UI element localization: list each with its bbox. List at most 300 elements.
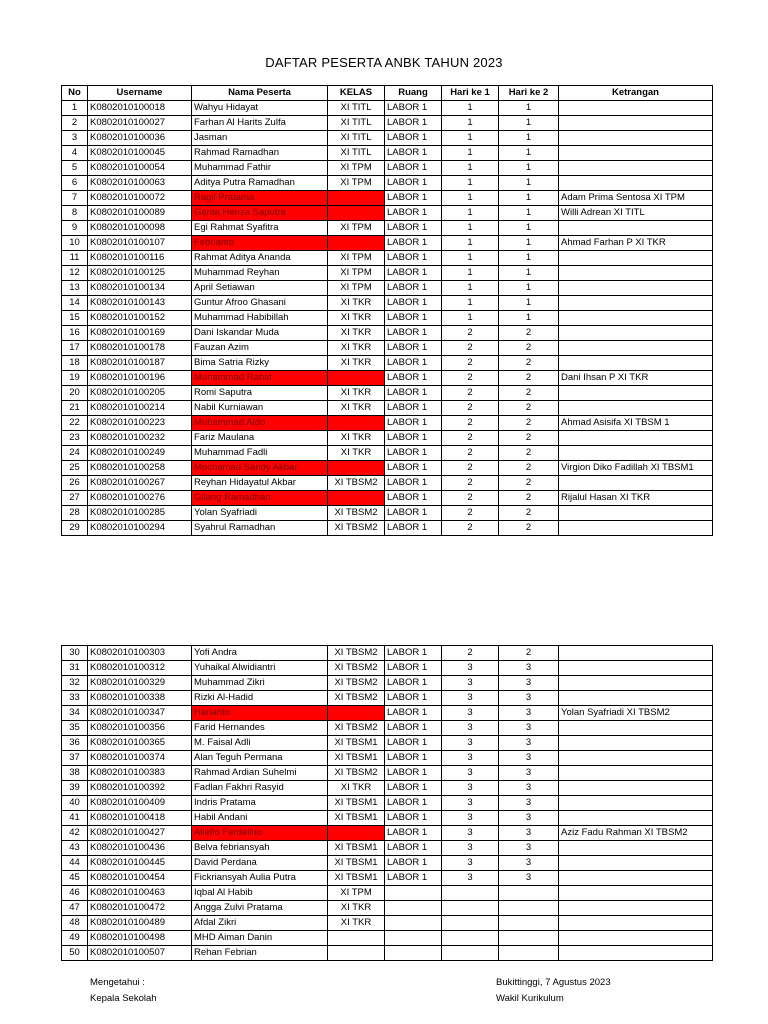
cell-hari1: 2 — [442, 371, 499, 386]
cell-nama: Angga Zulvi Pratama — [192, 901, 328, 916]
cell-hari2: 1 — [499, 236, 559, 251]
cell-ketrangan — [559, 841, 713, 856]
cell-username: K0802010100178 — [88, 341, 192, 356]
cell-kelas: XI TPM — [328, 266, 385, 281]
cell-kelas: XI TKR — [328, 356, 385, 371]
cell-hari2: 3 — [499, 781, 559, 796]
cell-ruang: LABOR 1 — [385, 721, 442, 736]
cell-hari1: 3 — [442, 751, 499, 766]
cell-hari1: 2 — [442, 461, 499, 476]
cell-username: K0802010100089 — [88, 206, 192, 221]
table-row — [62, 281, 713, 296]
cell-username: K0802010100489 — [88, 916, 192, 931]
cell-hari1: 3 — [442, 766, 499, 781]
table-row — [62, 251, 713, 266]
table-row — [62, 751, 713, 766]
cell-kelas: XI TBSM2 — [328, 506, 385, 521]
table-row — [62, 796, 713, 811]
cell-ruang: LABOR 1 — [385, 416, 442, 431]
cell-hari2: 1 — [499, 191, 559, 206]
cell-nama: Romi Saputra — [192, 386, 328, 401]
cell-username: K0802010100169 — [88, 326, 192, 341]
cell-hari2: 3 — [499, 826, 559, 841]
cell-kelas — [328, 931, 385, 946]
cell-ruang: LABOR 1 — [385, 371, 442, 386]
cell-username: K0802010100392 — [88, 781, 192, 796]
footer-right — [496, 975, 611, 1007]
cell-nama: Yuhaikal Alwidiantri — [192, 661, 328, 676]
col-header-nama: Nama Peserta — [192, 86, 328, 101]
cell-ruang: LABOR 1 — [385, 476, 442, 491]
cell-hari2: 3 — [499, 721, 559, 736]
cell-hari1: 1 — [442, 266, 499, 281]
cell-no: 33 — [62, 691, 88, 706]
cell-ketrangan — [559, 661, 713, 676]
cell-username: K0802010100285 — [88, 506, 192, 521]
cell-hari1: 1 — [442, 161, 499, 176]
table-row — [62, 191, 713, 206]
table-row — [62, 461, 713, 476]
cell-ketrangan — [559, 811, 713, 826]
table-row — [62, 901, 713, 916]
cell-ketrangan — [559, 476, 713, 491]
cell-nama: Rahmat Aditya Ananda — [192, 251, 328, 266]
cell-nama: Harianto — [192, 706, 328, 721]
cell-username: K0802010100338 — [88, 691, 192, 706]
cell-hari1: 3 — [442, 796, 499, 811]
cell-no: 29 — [62, 521, 88, 536]
cell-hari2: 2 — [499, 401, 559, 416]
cell-hari1: 1 — [442, 131, 499, 146]
cell-username: K0802010100498 — [88, 931, 192, 946]
cell-hari1: 3 — [442, 841, 499, 856]
cell-username: K0802010100249 — [88, 446, 192, 461]
cell-ruang: LABOR 1 — [385, 736, 442, 751]
table-row — [62, 781, 713, 796]
cell-nama: April Setiawan — [192, 281, 328, 296]
cell-nama: Muhammad Aldo — [192, 416, 328, 431]
cell-ruang: LABOR 1 — [385, 341, 442, 356]
table-row — [62, 161, 713, 176]
table-row — [62, 236, 713, 251]
cell-nama: Rahmad Ardian Suhelmi — [192, 766, 328, 781]
cell-ruang: LABOR 1 — [385, 281, 442, 296]
cell-ketrangan — [559, 326, 713, 341]
cell-hari2: 3 — [499, 856, 559, 871]
cell-hari1: 1 — [442, 206, 499, 221]
cell-ketrangan: Aziz Fadu Rahman XI TBSM2 — [559, 826, 713, 841]
cell-hari2: 2 — [499, 431, 559, 446]
cell-no: 34 — [62, 706, 88, 721]
cell-username: K0802010100312 — [88, 661, 192, 676]
cell-kelas: XI TITL — [328, 101, 385, 116]
cell-kelas — [328, 371, 385, 386]
cell-no: 13 — [62, 281, 88, 296]
table-row — [62, 506, 713, 521]
cell-ketrangan — [559, 146, 713, 161]
cell-ketrangan — [559, 296, 713, 311]
cell-ketrangan: Adam Prima Sentosa XI TPM — [559, 191, 713, 206]
cell-ketrangan — [559, 221, 713, 236]
cell-hari2: 2 — [499, 386, 559, 401]
cell-ketrangan: Rijalul Hasan XI TKR — [559, 491, 713, 506]
cell-hari2: 3 — [499, 796, 559, 811]
cell-username: K0802010100409 — [88, 796, 192, 811]
cell-ketrangan — [559, 901, 713, 916]
cell-nama: Indris Pratama — [192, 796, 328, 811]
cell-ruang: LABOR 1 — [385, 706, 442, 721]
cell-kelas — [328, 826, 385, 841]
cell-nama: Rizki Al-Hadid — [192, 691, 328, 706]
cell-ketrangan — [559, 506, 713, 521]
cell-ruang: LABOR 1 — [385, 811, 442, 826]
cell-no: 20 — [62, 386, 88, 401]
cell-ketrangan — [559, 176, 713, 191]
cell-ruang: LABOR 1 — [385, 676, 442, 691]
cell-ruang — [385, 916, 442, 931]
col-header-kelas: KELAS — [328, 86, 385, 101]
cell-hari2: 1 — [499, 116, 559, 131]
cell-hari1 — [442, 916, 499, 931]
table-row — [62, 661, 713, 676]
cell-ruang: LABOR 1 — [385, 506, 442, 521]
cell-username: K0802010100045 — [88, 146, 192, 161]
cell-nama: MHD Aiman Danin — [192, 931, 328, 946]
cell-nama: Alan Teguh Permana — [192, 751, 328, 766]
cell-username: K0802010100054 — [88, 161, 192, 176]
cell-ruang: LABOR 1 — [385, 146, 442, 161]
cell-hari1: 1 — [442, 296, 499, 311]
cell-hari2 — [499, 931, 559, 946]
table-row — [62, 131, 713, 146]
cell-ruang: LABOR 1 — [385, 176, 442, 191]
cell-kelas: XI TKR — [328, 446, 385, 461]
cell-ketrangan: Ahmad Asisifa XI TBSM 1 — [559, 416, 713, 431]
table-row — [62, 386, 713, 401]
cell-nama: Fariz Maulana — [192, 431, 328, 446]
cell-ketrangan — [559, 751, 713, 766]
cell-no: 50 — [62, 946, 88, 961]
cell-kelas: XI TBSM2 — [328, 766, 385, 781]
cell-ruang — [385, 886, 442, 901]
cell-no: 14 — [62, 296, 88, 311]
cell-nama: Bima Satria Rizky — [192, 356, 328, 371]
cell-no: 32 — [62, 676, 88, 691]
cell-username: K0802010100196 — [88, 371, 192, 386]
cell-hari1: 1 — [442, 221, 499, 236]
cell-no: 18 — [62, 356, 88, 371]
cell-username: K0802010100276 — [88, 491, 192, 506]
cell-nama: Fickriansyah Aulia Putra — [192, 871, 328, 886]
cell-ruang — [385, 946, 442, 961]
cell-hari2: 1 — [499, 176, 559, 191]
cell-no: 26 — [62, 476, 88, 491]
cell-no: 45 — [62, 871, 88, 886]
cell-hari2: 3 — [499, 691, 559, 706]
cell-ruang: LABOR 1 — [385, 826, 442, 841]
cell-username: K0802010100125 — [88, 266, 192, 281]
table-row — [62, 491, 713, 506]
cell-nama: Farhan Al Harits Zulfa — [192, 116, 328, 131]
cell-nama: Nabil Kurniawan — [192, 401, 328, 416]
table-row — [62, 266, 713, 281]
cell-ruang: LABOR 1 — [385, 236, 442, 251]
table-row — [62, 221, 713, 236]
cell-hari1: 1 — [442, 176, 499, 191]
table-row — [62, 146, 713, 161]
cell-username: K0802010100116 — [88, 251, 192, 266]
cell-no: 7 — [62, 191, 88, 206]
cell-kelas: XI TBSM1 — [328, 736, 385, 751]
cell-username: K0802010100329 — [88, 676, 192, 691]
table-row — [62, 886, 713, 901]
col-header-hari1: Hari ke 1 — [442, 86, 499, 101]
cell-no: 37 — [62, 751, 88, 766]
cell-nama: Mochamad Sandy Akbar — [192, 461, 328, 476]
cell-nama: Muhammad Reyhan — [192, 266, 328, 281]
cell-hari1: 3 — [442, 676, 499, 691]
table-row — [62, 176, 713, 191]
cell-hari2: 3 — [499, 676, 559, 691]
table-row — [62, 311, 713, 326]
cell-ketrangan — [559, 676, 713, 691]
cell-hari1: 1 — [442, 251, 499, 266]
cell-ketrangan — [559, 341, 713, 356]
cell-no: 24 — [62, 446, 88, 461]
cell-no: 19 — [62, 371, 88, 386]
cell-ruang: LABOR 1 — [385, 781, 442, 796]
cell-kelas — [328, 191, 385, 206]
cell-hari2: 1 — [499, 161, 559, 176]
cell-username: K0802010100356 — [88, 721, 192, 736]
cell-ruang: LABOR 1 — [385, 871, 442, 886]
cell-username: K0802010100463 — [88, 886, 192, 901]
cell-hari1: 1 — [442, 311, 499, 326]
cell-ketrangan — [559, 266, 713, 281]
cell-ruang: LABOR 1 — [385, 311, 442, 326]
table-row — [62, 101, 713, 116]
cell-nama: Muhammad Habibillah — [192, 311, 328, 326]
cell-ketrangan — [559, 691, 713, 706]
cell-hari1: 2 — [442, 506, 499, 521]
footer-vice-curriculum: Wakil Kurikulum — [496, 993, 564, 1004]
cell-username: K0802010100223 — [88, 416, 192, 431]
cell-hari1: 2 — [442, 356, 499, 371]
cell-hari1: 1 — [442, 191, 499, 206]
table-row — [62, 296, 713, 311]
cell-kelas: XI TBSM2 — [328, 476, 385, 491]
cell-kelas: XI TBSM1 — [328, 796, 385, 811]
cell-kelas: XI TBSM1 — [328, 751, 385, 766]
cell-username: K0802010100472 — [88, 901, 192, 916]
cell-kelas: XI TBSM1 — [328, 856, 385, 871]
cell-nama: Dani Iskandar Muda — [192, 326, 328, 341]
cell-nama: Egi Rahmat Syafitra — [192, 221, 328, 236]
cell-username: K0802010100214 — [88, 401, 192, 416]
cell-nama: Iqbal Al Habib — [192, 886, 328, 901]
cell-hari2: 1 — [499, 206, 559, 221]
cell-ruang: LABOR 1 — [385, 446, 442, 461]
table-row — [62, 371, 713, 386]
cell-hari1 — [442, 931, 499, 946]
cell-kelas: XI TBSM1 — [328, 841, 385, 856]
cell-ketrangan — [559, 856, 713, 871]
cell-no: 36 — [62, 736, 88, 751]
cell-hari2: 2 — [499, 416, 559, 431]
cell-hari2: 3 — [499, 751, 559, 766]
cell-nama: Reyhan Hidayatul Akbar — [192, 476, 328, 491]
cell-nama: Rehan Febrian — [192, 946, 328, 961]
cell-hari1: 3 — [442, 661, 499, 676]
cell-nama: Syahrul Ramadhan — [192, 521, 328, 536]
cell-kelas: XI TBSM2 — [328, 691, 385, 706]
table-row — [62, 811, 713, 826]
cell-username: K0802010100427 — [88, 826, 192, 841]
cell-hari1: 3 — [442, 781, 499, 796]
cell-ketrangan — [559, 281, 713, 296]
table-row — [62, 116, 713, 131]
cell-hari2: 3 — [499, 766, 559, 781]
cell-hari1: 2 — [442, 416, 499, 431]
cell-ruang: LABOR 1 — [385, 161, 442, 176]
cell-kelas — [328, 416, 385, 431]
cell-hari2: 3 — [499, 736, 559, 751]
cell-no: 38 — [62, 766, 88, 781]
table-row — [62, 871, 713, 886]
cell-nama: Yolan Syafriadi — [192, 506, 328, 521]
cell-nama: Belva febriansyah — [192, 841, 328, 856]
cell-username: K0802010100098 — [88, 221, 192, 236]
cell-kelas: XI TPM — [328, 886, 385, 901]
cell-nama: David Perdana — [192, 856, 328, 871]
cell-username: K0802010100507 — [88, 946, 192, 961]
cell-username: K0802010100258 — [88, 461, 192, 476]
cell-ruang: LABOR 1 — [385, 796, 442, 811]
table-row — [62, 841, 713, 856]
cell-hari2: 2 — [499, 506, 559, 521]
cell-ketrangan — [559, 101, 713, 116]
cell-nama: Farid Hernandes — [192, 721, 328, 736]
participants-table-1 — [61, 85, 713, 536]
cell-ruang — [385, 901, 442, 916]
cell-ruang: LABOR 1 — [385, 386, 442, 401]
cell-hari2: 2 — [499, 646, 559, 661]
cell-hari2: 2 — [499, 356, 559, 371]
cell-username: K0802010100267 — [88, 476, 192, 491]
cell-hari2: 2 — [499, 521, 559, 536]
cell-ruang: LABOR 1 — [385, 221, 442, 236]
cell-username: K0802010100187 — [88, 356, 192, 371]
cell-kelas — [328, 236, 385, 251]
cell-ruang: LABOR 1 — [385, 101, 442, 116]
cell-no: 21 — [62, 401, 88, 416]
cell-hari2 — [499, 901, 559, 916]
cell-hari2: 2 — [499, 326, 559, 341]
cell-no: 44 — [62, 856, 88, 871]
cell-hari1: 2 — [442, 326, 499, 341]
cell-hari1 — [442, 946, 499, 961]
cell-username: K0802010100027 — [88, 116, 192, 131]
table-row — [62, 736, 713, 751]
cell-hari2: 2 — [499, 341, 559, 356]
cell-ketrangan: Willi Adrean XI TITL — [559, 206, 713, 221]
cell-kelas: XI TITL — [328, 131, 385, 146]
cell-hari2: 1 — [499, 131, 559, 146]
table-row — [62, 356, 713, 371]
cell-hari1: 2 — [442, 521, 499, 536]
cell-ruang: LABOR 1 — [385, 856, 442, 871]
cell-hari1: 3 — [442, 856, 499, 871]
footer-date: Bukittinggi, 7 Agustus 2023 — [496, 977, 611, 988]
cell-nama: Muhammad Rahid — [192, 371, 328, 386]
cell-nama: Habil Andani — [192, 811, 328, 826]
cell-no: 42 — [62, 826, 88, 841]
cell-kelas: XI TBSM1 — [328, 871, 385, 886]
cell-kelas: XI TBSM2 — [328, 646, 385, 661]
document-title: DAFTAR PESERTA ANBK TAHUN 2023 — [265, 55, 503, 70]
cell-kelas: XI TPM — [328, 251, 385, 266]
cell-ruang: LABOR 1 — [385, 296, 442, 311]
cell-username: K0802010100347 — [88, 706, 192, 721]
table-row — [62, 476, 713, 491]
cell-nama: Fauzan Azim — [192, 341, 328, 356]
cell-nama: Afdal Zikri — [192, 916, 328, 931]
cell-nama: Guntur Afroo Ghasani — [192, 296, 328, 311]
cell-ruang: LABOR 1 — [385, 661, 442, 676]
cell-hari2 — [499, 886, 559, 901]
cell-no: 12 — [62, 266, 88, 281]
cell-no: 39 — [62, 781, 88, 796]
cell-nama: Muhammad Fathir — [192, 161, 328, 176]
cell-ruang: LABOR 1 — [385, 521, 442, 536]
cell-ketrangan: Yolan Syafriadi XI TBSM2 — [559, 706, 713, 721]
cell-ketrangan — [559, 796, 713, 811]
cell-nama: Genta Henza Saputra — [192, 206, 328, 221]
cell-kelas: XI TPM — [328, 176, 385, 191]
cell-no: 16 — [62, 326, 88, 341]
cell-no: 40 — [62, 796, 88, 811]
table-row — [62, 706, 713, 721]
cell-hari1: 1 — [442, 146, 499, 161]
table-row — [62, 326, 713, 341]
cell-username: K0802010100205 — [88, 386, 192, 401]
cell-kelas: XI TITL — [328, 146, 385, 161]
cell-no: 2 — [62, 116, 88, 131]
cell-no: 49 — [62, 931, 88, 946]
col-header-ruang: Ruang — [385, 86, 442, 101]
cell-hari1: 3 — [442, 721, 499, 736]
cell-no: 27 — [62, 491, 88, 506]
table-row — [62, 416, 713, 431]
col-header-username: Username — [88, 86, 192, 101]
table-row — [62, 721, 713, 736]
cell-kelas: XI TKR — [328, 431, 385, 446]
table-row — [62, 691, 713, 706]
cell-kelas: XI TPM — [328, 221, 385, 236]
cell-no: 15 — [62, 311, 88, 326]
cell-kelas: XI TPM — [328, 161, 385, 176]
table-row — [62, 766, 713, 781]
cell-nama: Yofi Andra — [192, 646, 328, 661]
table-row — [62, 931, 713, 946]
table-row — [62, 856, 713, 871]
cell-hari1: 3 — [442, 691, 499, 706]
cell-ketrangan — [559, 311, 713, 326]
cell-nama: Ragil Pratama — [192, 191, 328, 206]
cell-hari1: 2 — [442, 401, 499, 416]
cell-ruang: LABOR 1 — [385, 116, 442, 131]
cell-nama: Wahyu Hidayat — [192, 101, 328, 116]
